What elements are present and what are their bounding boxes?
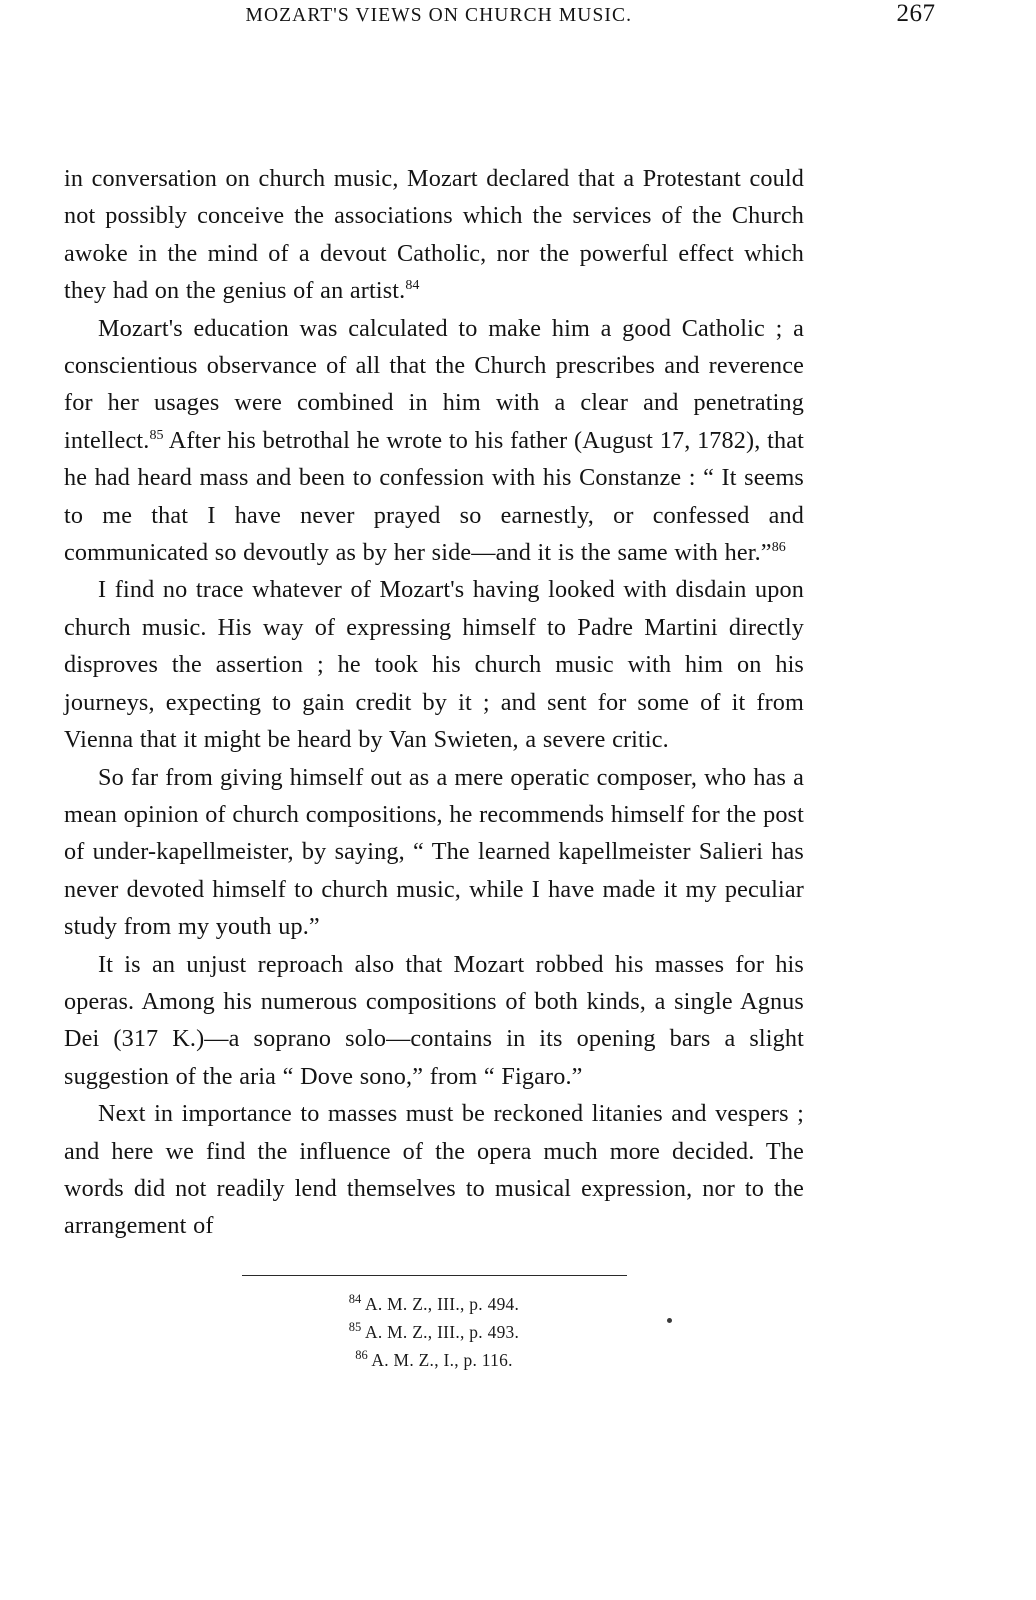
paragraph-text: Next in importance to masses must be reckoned litanies and vespers ; and here we find the influence of the opera much more decided. The words did not readily lend themselves to musical expression, nor to the arrangement of: [64, 1100, 804, 1240]
footnote-text: A. M. Z., III., p. 494.: [364, 1293, 520, 1314]
footnotes: [64, 1290, 804, 1374]
running-title: MOZART'S VIEWS ON CHURCH MUSIC.: [245, 5, 633, 26]
footnote-text: A. M. Z., I., p. 116.: [371, 1349, 513, 1370]
running-head: [101, 0, 936, 28]
paragraph: [64, 946, 804, 1096]
paragraph-text: in conversation on church music, Mozart declared that a Protestant could not possibly conceive the associations which the services of the Church awoke in the mind of a devout Catholic, nor the powerful effect which they had on the genius of an artist.: [64, 165, 804, 305]
page-content: [64, 160, 804, 1374]
paragraph: [64, 1095, 804, 1245]
footnote-marker: 86: [355, 1347, 368, 1362]
footnote-item: [64, 1346, 804, 1374]
footnote-text: A. M. Z., III., p. 493.: [364, 1321, 520, 1342]
footnote-marker: 85: [348, 1319, 362, 1334]
footnote-ref[interactable]: 85: [149, 426, 164, 443]
footnote-item: [64, 1318, 804, 1346]
paragraph-text: I find no trace whatever of Mozart's having looked with disdain upon church music. His way of expressing himself to Padre Martini directly disproves the assertion ; he took his church music with him on his journeys, expecting to gain credit by it ; and sent for some of it from Vienna that it might be heard by Van Swieten, a severe critic.: [64, 576, 804, 754]
footnote-ref[interactable]: 86: [771, 539, 786, 555]
body-text: [64, 160, 804, 1245]
paragraph-text-cont: After his betrothal he wrote to his father (August 17, 1782), that he had heard mass and been to confession with his Constanze : “ It seems to me that I have never prayed so earnestly, or confessed and communicated so devoutly as by her side—and it is the same with her.”: [64, 426, 804, 567]
footnote-item: [64, 1290, 804, 1318]
paragraph: [64, 571, 804, 758]
stray-ink-mark: [667, 1318, 672, 1323]
footnote-marker: 84: [348, 1291, 362, 1306]
footnote-ref[interactable]: 84: [405, 277, 420, 294]
paragraph: [64, 160, 804, 310]
paragraph-text: It is an unjust reproach also that Mozart robbed his masses for his operas. Among his numerous compositions of both kinds, a single Agnus Dei (317 K.)—a soprano solo—contains in its opening bars a slight suggestion of the aria “ Dove sono,” from “ Figaro.”: [64, 950, 804, 1090]
paragraph-text: So far from giving himself out as a mere operatic composer, who has a mean opinion of church compositions, he recommends himself for the post of under-kapellmeister, by saying, “ The learned kapellmeister Salieri has never devoted himself to church music, while I have made it my peculiar study from my youth up.”: [64, 763, 804, 941]
paragraph: [64, 310, 804, 572]
page-number: 267: [896, 0, 936, 27]
paragraph: [64, 759, 804, 946]
footnote-separator: [242, 1275, 627, 1276]
paragraph-text: Mozart's education was calculated to make him a good Catholic ; a conscientious observance of all that the Church prescribes and reverence for her usages were combined in him with a clear and penetrating intellect.: [64, 314, 804, 454]
